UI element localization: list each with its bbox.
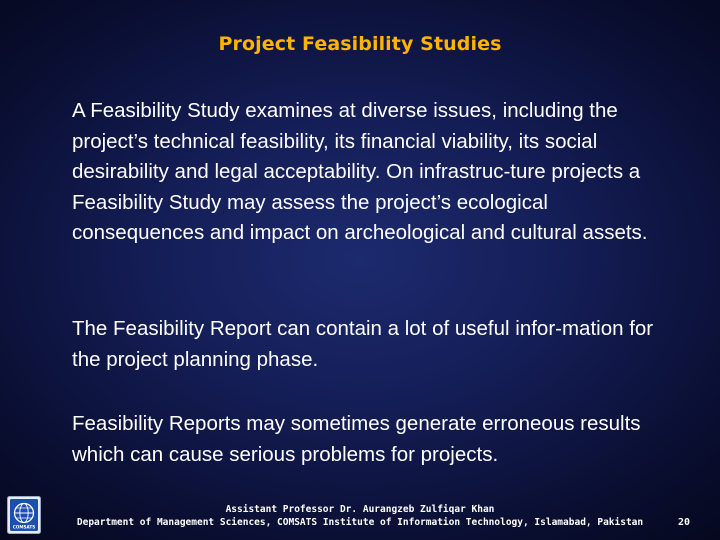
body-paragraph-1: A Feasibility Study examines at diverse issues, including the project’s technical feasibility, its financial viability, its social desirability and legal acceptability. On infrastruc-ture projects a Feasibility Study may assess the project’s ecological consequences and impact on archeological and cultural assets.: [72, 99, 648, 244]
page-number: 20: [678, 517, 691, 528]
slide-title: Project Feasibility Studies: [218, 33, 502, 55]
svg-text:COMSATS: COMSATS: [12, 524, 36, 530]
comsats-logo-icon: [7, 496, 41, 534]
footer-credits: [50, 504, 670, 529]
footer-department: Department of Management Sciences, COMSATS Institute of Information Technology, Islamabad, Pakistan: [76, 516, 644, 528]
body-paragraph-3: Feasibility Reports may sometimes generate erroneous results which can cause serious problems for projects.: [72, 412, 641, 466]
body-paragraph-2: The Feasibility Report can contain a lot of useful infor-mation for the project planning phase.: [72, 317, 654, 371]
footer-author: Assistant Professor Dr. Aurangzeb Zulfiqar Khan: [225, 504, 495, 515]
